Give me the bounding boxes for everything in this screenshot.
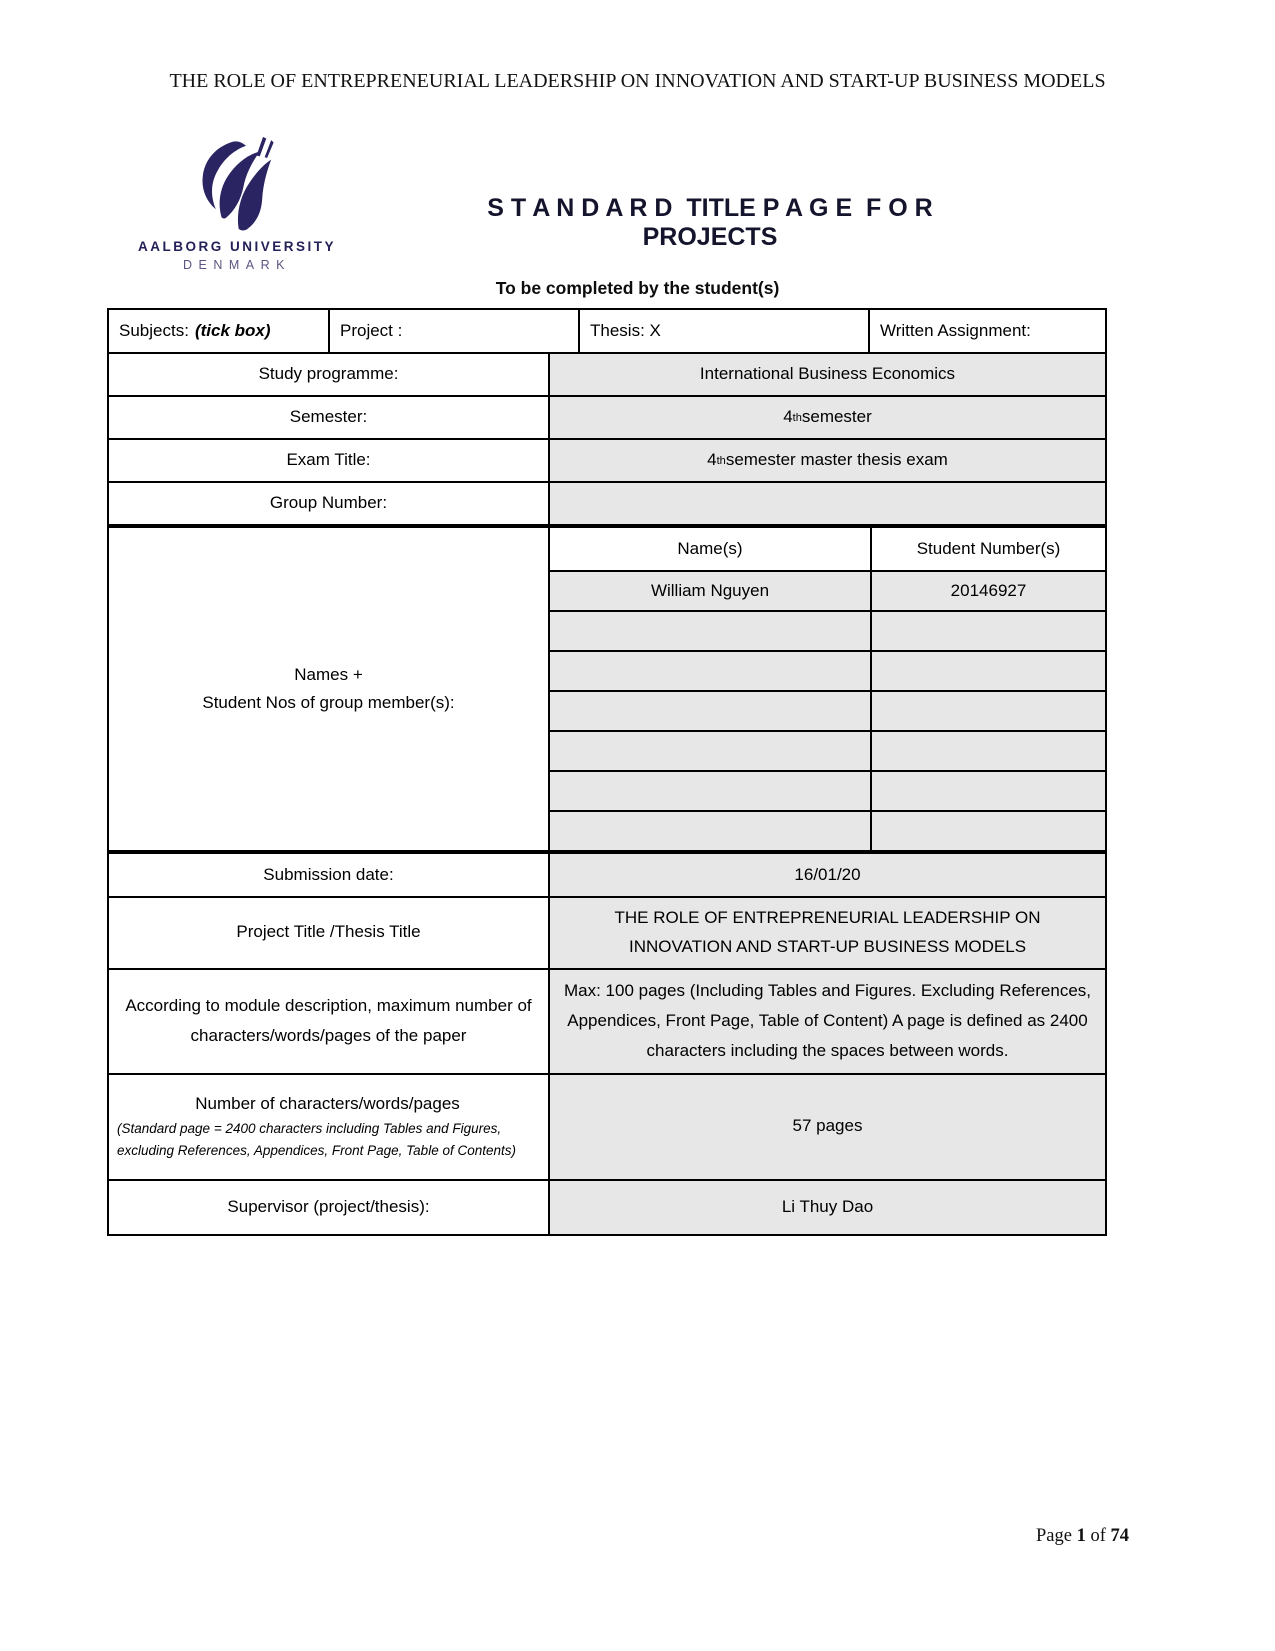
student-number-column-header: Student Number(s) xyxy=(870,528,1105,570)
semester-row xyxy=(109,395,1105,438)
supervisor-row xyxy=(109,1179,1105,1234)
member-name xyxy=(550,812,870,850)
project-title-value: THE ROLE OF ENTREPRENEURIAL LEADERSHIP ON INNOVATION AND START-UP BUSINESS MODELS xyxy=(548,898,1105,968)
member-name xyxy=(550,772,870,810)
names-label-line2: Student Nos of group member(s): xyxy=(202,693,455,712)
study-programme-value: International Business Economics xyxy=(548,354,1105,395)
semester-value: 4 th semester xyxy=(548,397,1105,438)
aalborg-university-logo xyxy=(133,136,341,272)
project-option-cell: Project : xyxy=(328,310,578,352)
footer-page-number: 1 xyxy=(1076,1526,1086,1546)
character-count-label-note: (Standard page = 2400 characters including Tables and Figures, excluding References, Appendices, Front Page, Table of Contents) xyxy=(117,1120,516,1158)
member-number xyxy=(870,732,1105,770)
member-row xyxy=(550,810,1105,850)
member-name xyxy=(550,732,870,770)
character-count-label-main: Number of characters/words/pages xyxy=(195,1094,460,1114)
character-count-value: 57 pages xyxy=(548,1075,1105,1179)
submission-date-row xyxy=(109,850,1105,896)
exam-title-row xyxy=(109,438,1105,481)
member-number xyxy=(870,812,1105,850)
names-section-row xyxy=(109,524,1105,850)
semester-word: semester xyxy=(801,407,872,427)
footer-of-word: of xyxy=(1090,1526,1106,1546)
names-label-line1: Names + xyxy=(294,664,363,684)
semester-number: 4 xyxy=(783,407,793,427)
exam-number: 4 xyxy=(707,450,717,470)
logo-country-text: DENMARK xyxy=(182,258,291,272)
thesis-option-cell: Thesis: X xyxy=(578,310,868,352)
member-row xyxy=(550,570,1105,610)
member-number: 20146927 xyxy=(870,572,1105,610)
name-column-header: Name(s) xyxy=(677,538,743,558)
character-count-label xyxy=(109,1075,548,1179)
member-row xyxy=(550,770,1105,810)
running-header-title: THE ROLE OF ENTREPRENEURIAL LEADERSHIP ON INNOVATION AND START-UP BUSINESS MODELS xyxy=(169,70,1106,92)
logo-university-text: AALBORG UNIVERSITY xyxy=(137,239,336,254)
group-number-label: Group Number: xyxy=(269,493,388,513)
member-row xyxy=(550,690,1105,730)
member-name xyxy=(550,612,870,650)
exam-title-value: 4 th semester master thesis exam xyxy=(548,440,1105,481)
tick-box-hint: (tick box) xyxy=(194,320,271,340)
supervisor-value: Li Thuy Dao xyxy=(548,1181,1105,1234)
submission-date-value: 16/01/20 xyxy=(548,854,1105,896)
module-description-row xyxy=(109,968,1105,1073)
project-title-row xyxy=(109,896,1105,968)
page-title: S T A N D A R D TITLE P A G E F O R PROJECTS xyxy=(487,194,940,251)
subjects-label: Subjects: xyxy=(119,320,189,340)
member-row xyxy=(550,610,1105,650)
study-programme-row xyxy=(109,352,1105,395)
aau-swoosh-icon xyxy=(194,136,280,232)
page-number-footer xyxy=(1036,1526,1129,1547)
member-number xyxy=(870,692,1105,730)
title-page-table xyxy=(107,308,1107,1236)
semester-label: Semester: xyxy=(289,407,368,427)
written-assignment-option-cell: Written Assignment: xyxy=(868,310,1105,352)
group-number-row xyxy=(109,481,1105,524)
exam-text: semester master thesis exam xyxy=(725,450,948,470)
member-name xyxy=(550,692,870,730)
member-row xyxy=(550,650,1105,690)
member-name xyxy=(550,652,870,690)
instruction-text: To be completed by the student(s) xyxy=(495,278,780,298)
member-number xyxy=(870,652,1105,690)
footer-page-word: Page xyxy=(1035,1526,1072,1546)
member-row xyxy=(550,730,1105,770)
study-programme-label: Study programme: xyxy=(258,364,399,384)
supervisor-label: Supervisor (project/thesis): xyxy=(227,1196,430,1216)
group-number-value xyxy=(548,483,1105,524)
footer-page-total: 74 xyxy=(1110,1526,1129,1546)
subjects-cell xyxy=(109,310,328,352)
members-grid xyxy=(548,528,1105,850)
character-count-row xyxy=(109,1073,1105,1179)
member-number xyxy=(870,612,1105,650)
members-header-row xyxy=(550,528,1105,570)
project-title-label: Project Title /Thesis Title xyxy=(236,922,421,942)
exam-title-label: Exam Title: xyxy=(286,450,371,470)
member-name: William Nguyen xyxy=(550,572,870,610)
module-description-value: Max: 100 pages (Including Tables and Figures. Excluding References, Appendices, Front Page, Table of Content) A page is defined as 2400 characters including the spaces between words. xyxy=(548,970,1105,1073)
module-description-label: According to module description, maximum number of characters/words/pages of the paper xyxy=(125,995,532,1046)
subjects-row xyxy=(109,310,1105,352)
names-section-label xyxy=(109,528,548,850)
submission-date-label: Submission date: xyxy=(263,864,394,884)
member-number xyxy=(870,772,1105,810)
